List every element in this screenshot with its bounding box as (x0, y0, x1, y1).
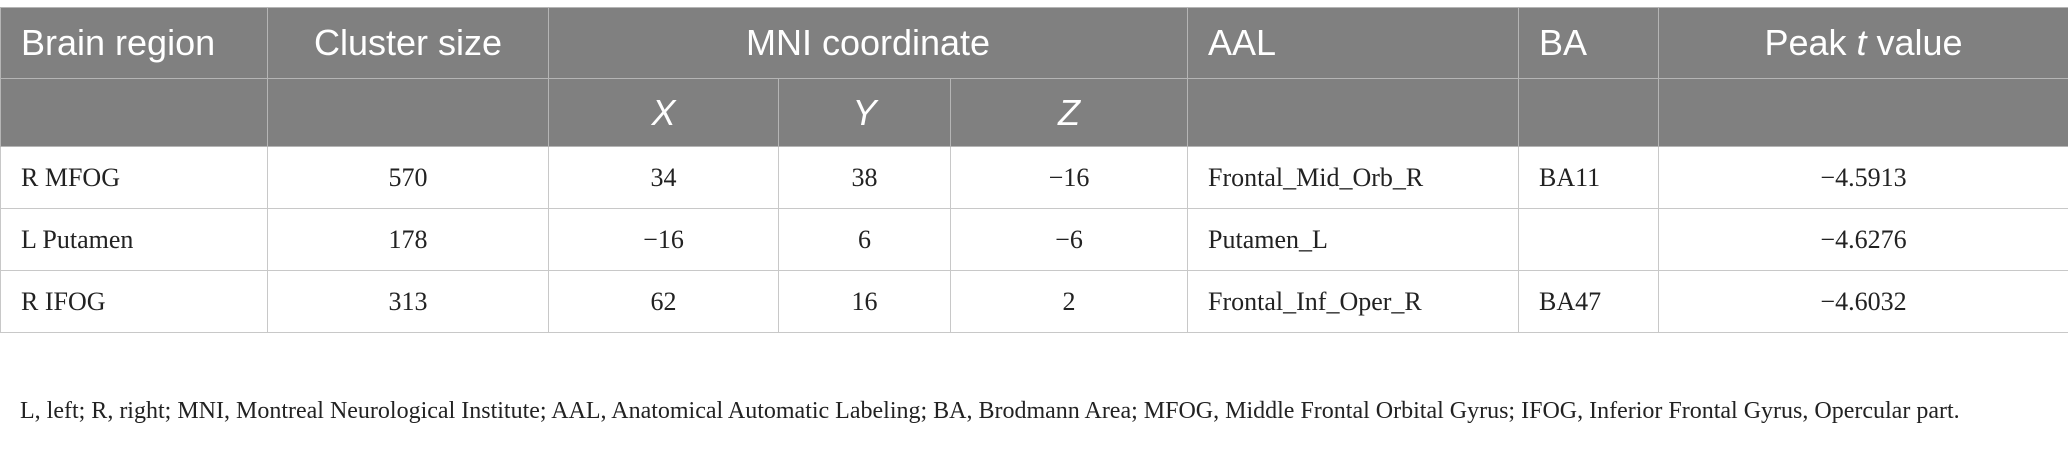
cell-cluster-size: 178 (268, 209, 549, 271)
cell-aal: Frontal_Mid_Orb_R (1188, 147, 1519, 209)
header-x: X (549, 79, 779, 147)
cell-peak-t: −4.6276 (1659, 209, 2068, 271)
header-brain-region: Brain region (1, 8, 268, 79)
cell-region: R IFOG (1, 271, 268, 333)
results-table (0, 7, 2068, 333)
header-y: Y (779, 79, 951, 147)
header-peak-suffix: value (1866, 22, 1963, 63)
subheader-empty (1519, 79, 1659, 147)
subheader-row (1, 79, 2068, 147)
table-row (1, 147, 2068, 209)
cell-x: 62 (549, 271, 779, 333)
header-peak-prefix: Peak (1764, 22, 1857, 63)
cell-region: L Putamen (1, 209, 268, 271)
cell-ba: BA47 (1519, 271, 1659, 333)
cell-peak-t: −4.5913 (1659, 147, 2068, 209)
cell-aal: Putamen_L (1188, 209, 1519, 271)
cell-cluster-size: 570 (268, 147, 549, 209)
cell-ba (1519, 209, 1659, 271)
header-peak-t-value (1659, 8, 2068, 79)
header-aal: AAL (1188, 8, 1519, 79)
cell-x: 34 (549, 147, 779, 209)
cell-x: −16 (549, 209, 779, 271)
cell-aal: Frontal_Inf_Oper_R (1188, 271, 1519, 333)
header-mni-coordinate: MNI coordinate (549, 8, 1188, 79)
cell-cluster-size: 313 (268, 271, 549, 333)
table-row (1, 271, 2068, 333)
cell-z: 2 (951, 271, 1188, 333)
subheader-empty (1, 79, 268, 147)
subheader-empty (268, 79, 549, 147)
cell-y: 38 (779, 147, 951, 209)
cell-peak-t: −4.6032 (1659, 271, 2068, 333)
header-ba: BA (1519, 8, 1659, 79)
header-cluster-size: Cluster size (268, 8, 549, 79)
header-row (1, 8, 2068, 79)
cell-y: 6 (779, 209, 951, 271)
header-peak-t: t (1856, 22, 1867, 63)
table-row (1, 209, 2068, 271)
header-z: Z (951, 79, 1188, 147)
cell-z: −6 (951, 209, 1188, 271)
cell-y: 16 (779, 271, 951, 333)
subheader-empty (1188, 79, 1519, 147)
cell-ba: BA11 (1519, 147, 1659, 209)
table-footnote: L, left; R, right; MNI, Montreal Neurological Institute; AAL, Anatomical Automatic Labeling; BA, Brodmann Area; MFOG, Middle Frontal Orbital Gyrus; IFOG, Inferior Frontal Gyrus, Opercular part. (20, 398, 1960, 424)
subheader-empty (1659, 79, 2068, 147)
cell-z: −16 (951, 147, 1188, 209)
cell-region: R MFOG (1, 147, 268, 209)
